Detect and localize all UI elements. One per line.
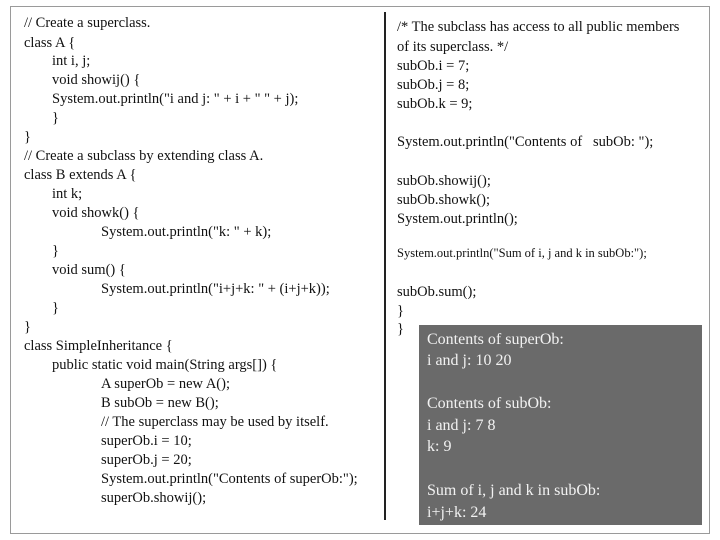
code-line: superOb.j = 20; [101, 452, 192, 468]
code-line: int i, j; [52, 53, 91, 69]
code-line: } [52, 110, 59, 126]
code-line: subOb.showk(); [397, 192, 491, 208]
code-line: System.out.println("k: " + k); [101, 224, 272, 240]
code-line: public static void main(String args[]) { [52, 357, 278, 373]
output-line: k: 9 [427, 438, 452, 455]
code-line: void showij() { [52, 72, 141, 88]
code-line: } [24, 129, 31, 145]
code-line: /* The subclass has access to all public members [397, 19, 680, 35]
code-line: System.out.println("Contents of superOb:"); [101, 471, 358, 487]
code-line: System.out.println(); [397, 211, 518, 227]
code-line: // Create a superclass. [24, 15, 151, 31]
console-output-panel [419, 325, 702, 525]
code-line: System.out.println("Sum of i, j and k in subOb:"); [397, 246, 647, 260]
code-line: of its superclass. */ [397, 39, 509, 55]
output-line: i+j+k: 24 [427, 504, 487, 521]
code-line: int k; [52, 186, 83, 202]
code-line: class A { [24, 35, 76, 51]
code-line: void sum() { [52, 262, 126, 278]
code-line: void showk() { [52, 205, 140, 221]
code-line: } [52, 300, 59, 316]
code-line: subOb.i = 7; [397, 58, 470, 74]
output-line: i and j: 10 20 [427, 352, 512, 369]
code-line: System.out.println("i+j+k: " + (i+j+k)); [101, 281, 330, 297]
code-line: class SimpleInheritance { [24, 338, 173, 354]
output-line: i and j: 7 8 [427, 417, 496, 434]
code-line: A superOb = new A(); [101, 376, 230, 392]
code-line: class B extends A { [24, 167, 137, 183]
output-line: Sum of i, j and k in subOb: [427, 482, 601, 499]
code-line: subOb.sum(); [397, 284, 477, 300]
code-line: System.out.println("i and j: " + i + " " + j); [52, 91, 299, 107]
output-line: Contents of superOb: [427, 331, 564, 348]
code-line: superOb.showij(); [101, 490, 207, 506]
code-line: System.out.println("Contents of subOb: "); [397, 134, 654, 150]
code-line: subOb.j = 8; [397, 77, 470, 93]
code-line: // Create a subclass by extending class A. [24, 148, 264, 164]
code-line: superOb.i = 10; [101, 433, 192, 449]
code-line: subOb.k = 9; [397, 96, 473, 112]
code-line: } [397, 303, 404, 319]
code-line: } [24, 319, 31, 335]
code-line: // The superclass may be used by itself. [101, 414, 329, 430]
code-line: B subOb = new B(); [101, 395, 219, 411]
code-line: } [397, 321, 404, 337]
code-line: subOb.showij(); [397, 173, 491, 189]
column-divider [384, 12, 386, 520]
output-line: Contents of subOb: [427, 395, 552, 412]
code-line: } [52, 243, 59, 259]
